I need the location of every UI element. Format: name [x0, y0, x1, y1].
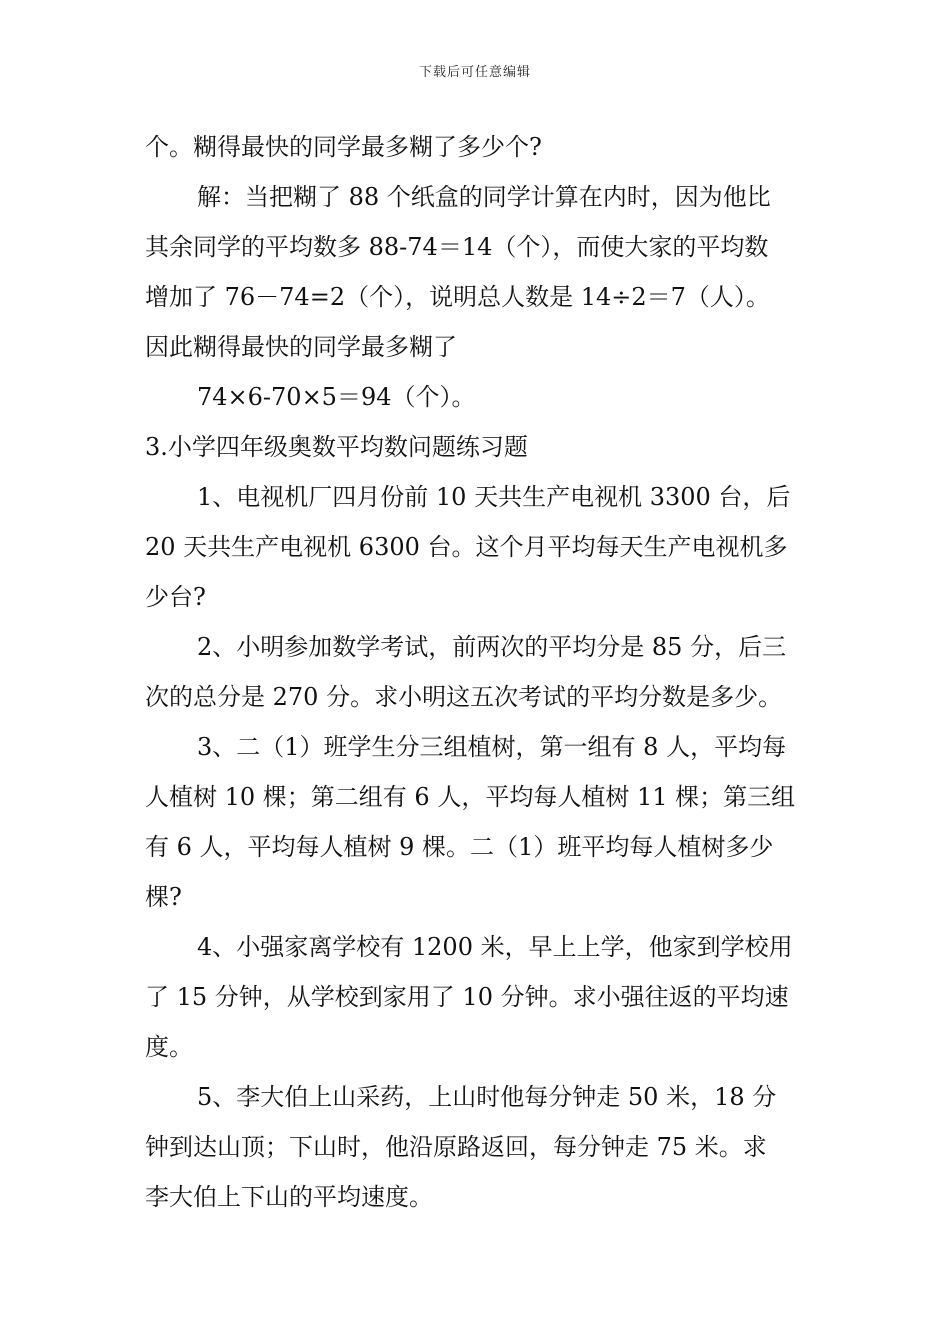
- problem-1-line: 少台?: [145, 583, 206, 611]
- paragraph-line: 个。糊得最快的同学最多糊了多少个?: [145, 133, 542, 161]
- problem-4-line: 了 15 分钟，从学校到家用了 10 分钟。求小强往返的平均速: [145, 983, 789, 1011]
- page-header: 下载后可任意编辑: [418, 65, 531, 80]
- problem-4-line: 度。: [145, 1033, 193, 1061]
- paragraph-line: 解：当把糊了 88 个纸盒的同学计算在内时，因为他比: [197, 183, 771, 211]
- formula-line: 74×6-70×5＝94（个）。: [197, 383, 476, 411]
- problem-1-line: 1、电视机厂四月份前 10 天共生产电视机 3300 台，后: [197, 483, 791, 511]
- paragraph-line: 增加了 76－74=2（个），说明总人数是 14÷2＝7（人）。: [145, 283, 770, 311]
- problem-5-line: 5、李大伯上山采药，上山时他每分钟走 50 米，18 分: [197, 1083, 777, 1111]
- problem-2-line: 2、小明参加数学考试，前两次的平均分是 85 分，后三: [197, 633, 787, 661]
- problem-5-line: 李大伯上下山的平均速度。: [145, 1183, 433, 1211]
- problem-1-line: 20 天共生产电视机 6300 台。这个月平均每天生产电视机多: [145, 533, 788, 561]
- problem-3-line: 有 6 人，平均每人植树 9 棵。二（1）班平均每人植树多少: [145, 833, 774, 861]
- paragraph-line: 因此糊得最快的同学最多糊了: [145, 333, 457, 361]
- document-body: [145, 122, 810, 1222]
- paragraph-line: 其余同学的平均数多 88-74＝14（个），而使大家的平均数: [145, 233, 769, 261]
- problem-3-line: 3、二（1）班学生分三组植树，第一组有 8 人，平均每: [197, 733, 787, 761]
- problem-4-line: 4、小强家离学校有 1200 米，早上上学，他家到学校用: [197, 933, 793, 961]
- section-heading: 3.小学四年级奥数平均数问题练习题: [145, 433, 528, 461]
- problem-5-line: 钟到达山顶；下山时，他沿原路返回，每分钟走 75 米。求: [145, 1133, 767, 1161]
- problem-2-line: 次的总分是 270 分。求小明这五次考试的平均分数是多少。: [145, 683, 783, 711]
- problem-3-line: 人植树 10 棵；第二组有 6 人，平均每人植树 11 棵；第三组: [145, 783, 796, 811]
- problem-3-line: 棵?: [145, 883, 182, 911]
